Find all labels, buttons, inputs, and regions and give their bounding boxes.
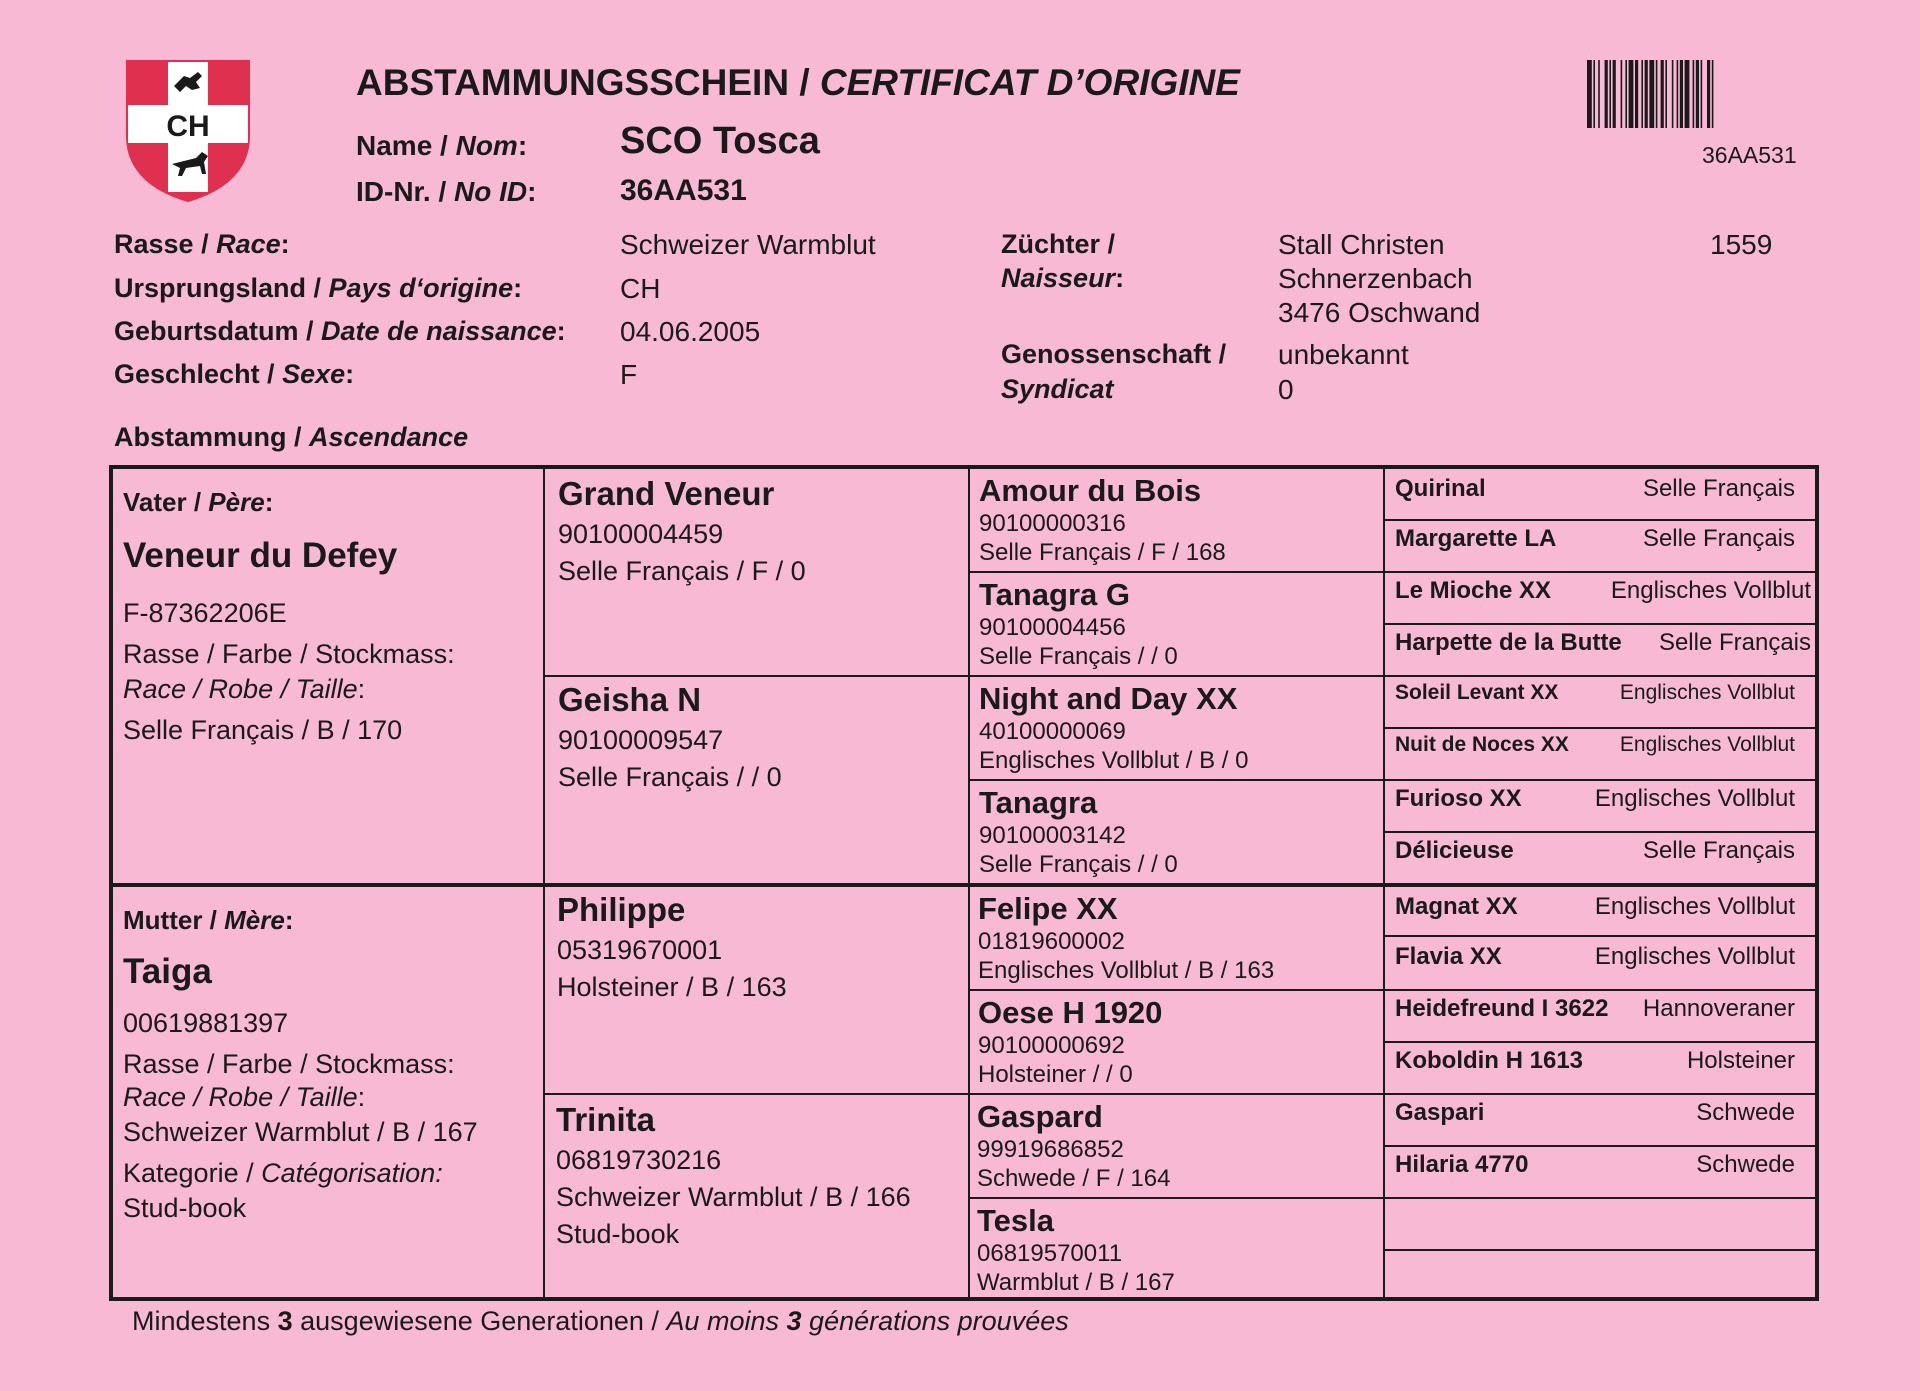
gen4-row: Soleil Levant XX Englisches Vollblut: [1395, 681, 1795, 704]
barcode: [1587, 60, 1809, 128]
breeder-number: 1559: [1710, 229, 1773, 260]
gen4-row: Magnat XX Englisches Vollblut: [1395, 893, 1795, 920]
sex-value: F: [620, 359, 638, 390]
gen3-cell: Felipe XX 01819600002 Englisches Vollblut / B / 163: [978, 891, 1275, 984]
gen4-row: Flavia XX Englisches Vollblut: [1395, 943, 1795, 970]
origin-label: Ursprungsland / Pays d‘origine:: [114, 273, 523, 303]
race-value: Schweizer Warmblut: [620, 229, 876, 260]
pedigree-table: [109, 465, 1819, 1301]
syndicate-value2: 0: [1278, 374, 1294, 405]
gen3-cell: Tanagra G 90100004456 Selle Français / / 0: [979, 577, 1178, 670]
sire-attr-label-fr: Race / Robe / Taille:: [123, 674, 366, 704]
syndicate-label-de: Genossenschaft /: [1001, 339, 1227, 369]
dam-cell: [123, 905, 478, 1224]
sire-attr-value: Selle Français / B / 170: [123, 715, 403, 745]
title-de: ABSTAMMUNGSSCHEIN /: [356, 62, 810, 103]
generations-note: Mindestens 3 ausgewiesene Generationen / Au moins 3 générations prouvées: [132, 1306, 1069, 1336]
swiss-shield-logo: [124, 58, 252, 204]
gen4-row: Heidefreund I 3622 Hannoveraner: [1395, 995, 1795, 1022]
syndicate-label-fr: Syndicat: [1001, 374, 1114, 404]
horse-id: 36AA531: [620, 174, 747, 207]
gen4-row: Furioso XX Englisches Vollblut: [1395, 785, 1795, 812]
pedigree-heading: Abstammung / Ascendance: [114, 422, 469, 452]
gen4-row: Hilaria 4770 Schwede: [1395, 1151, 1795, 1178]
title-fr: CERTIFICAT D’ORIGINE: [819, 62, 1240, 103]
gen3-cell: Tanagra 90100003142 Selle Français / / 0: [979, 785, 1178, 878]
gen4-row: Margarette LA Selle Français: [1395, 525, 1795, 552]
birth-label: Geburtsdatum / Date de naissance:: [114, 316, 566, 346]
dam-label: Mutter / Mère:: [123, 905, 294, 935]
gen4-row: Le Mioche XX Englisches Vollblut: [1395, 577, 1811, 604]
birth-value: 04.06.2005: [620, 316, 761, 347]
dam-id: 00619881397: [123, 1008, 289, 1038]
syndicate-value1: unbekannt: [1278, 339, 1409, 370]
dam-name: Taiga: [123, 952, 212, 991]
sire-id: F-87362206E: [123, 598, 287, 628]
sire-name: Veneur du Defey: [123, 536, 398, 575]
origin-value: CH: [620, 273, 661, 304]
gen3-cell: Oese H 1920 90100000692 Holsteiner / / 0: [978, 995, 1163, 1088]
id-label: ID-Nr. / No ID:: [356, 176, 537, 207]
gen2-cell: Geisha N 90100009547 Selle Français / / 0: [558, 681, 782, 792]
certificate-title: [356, 62, 1240, 104]
gen4-row: Quirinal Selle Français: [1395, 475, 1795, 502]
logo-ch-text: CH: [166, 110, 210, 143]
gen4-row: Koboldin H 1613 Holsteiner: [1395, 1047, 1795, 1074]
name-label: Name / Nom:: [356, 130, 528, 161]
breeder-line3: 3476 Oschwand: [1278, 297, 1481, 328]
horse-name: SCO Tosca: [620, 120, 820, 162]
breeder-line2: Schnerzenbach: [1278, 263, 1473, 294]
gen2-cell: Grand Veneur 90100004459 Selle Français / F / 0: [558, 475, 806, 586]
breeder-label-de: Züchter /: [1001, 229, 1116, 259]
gen4-row: Délicieuse Selle Français: [1395, 837, 1795, 864]
breeder-line1: Stall Christen: [1278, 229, 1445, 260]
dam-attr-label-fr: Race / Robe / Taille:: [123, 1082, 366, 1112]
sex-label: Geschlecht / Sexe:: [114, 359, 355, 389]
gen4-row: Gaspari Schwede: [1395, 1099, 1795, 1126]
gen3-cell: Tesla 06819570011 Warmblut / B / 167: [977, 1203, 1175, 1296]
breeder-label-fr: Naisseur:: [1001, 263, 1125, 293]
gen3-cell: Night and Day XX 40100000069 Englisches Vollblut / B / 0: [979, 681, 1249, 774]
gen3-cell: Gaspard 99919686852 Schwede / F / 164: [977, 1099, 1171, 1192]
gen4-row: Nuit de Noces XX Englisches Vollblut: [1395, 733, 1795, 756]
gen2-cell: Trinita 06819730216 Schweizer Warmblut / B / 166 Stud-book: [556, 1101, 911, 1249]
dam-attr-label-de: Rasse / Farbe / Stockmass:: [123, 1049, 455, 1079]
sire-attr-label-de: Rasse / Farbe / Stockmass:: [123, 639, 455, 669]
barcode-number: 36AA531: [1702, 142, 1797, 168]
dam-cat-value: Stud-book: [123, 1193, 247, 1223]
gen3-cell: Amour du Bois 90100000316 Selle Français / F / 168: [979, 473, 1226, 566]
race-label: Rasse / Race:: [114, 229, 290, 259]
gen4-row: Harpette de la Butte Selle Français: [1395, 629, 1811, 656]
sire-label: Vater / Père:: [123, 487, 274, 517]
dam-attr-value: Schweizer Warmblut / B / 167: [123, 1117, 478, 1147]
dam-cat-label: Kategorie / Catégorisation:: [123, 1158, 443, 1188]
gen2-cell: Philippe 05319670001 Holsteiner / B / 163: [557, 891, 787, 1002]
sire-cell: [123, 487, 455, 746]
